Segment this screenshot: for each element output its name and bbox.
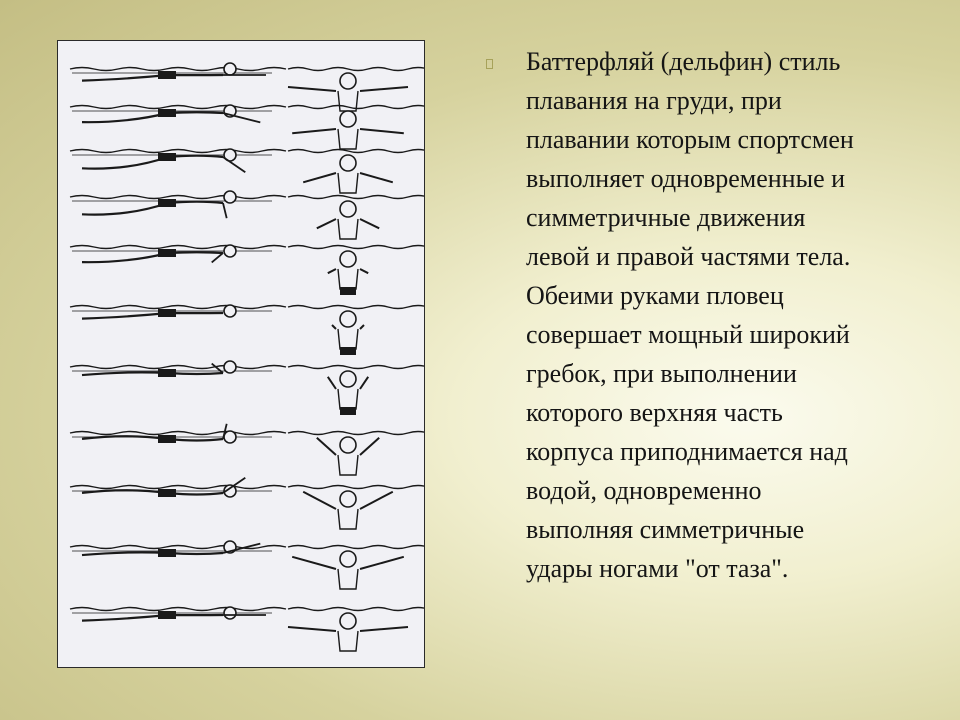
swimmer-front-arms xyxy=(328,269,368,273)
stroke-phase-row xyxy=(70,607,425,651)
stroke-phase-row xyxy=(70,424,425,475)
swimmer-side-arm xyxy=(223,113,260,122)
swimmer-front-trunks xyxy=(340,347,356,355)
swimmer-side-body xyxy=(82,552,223,555)
swimmer-side-head xyxy=(224,305,236,317)
swimmer-side-head xyxy=(224,191,236,203)
swimmer-front-torso xyxy=(338,173,358,193)
butterfly-description: Баттерфляй (дельфин) стиль плавания на груди, при плавании которым спортсмен выполняет одновременные и симметричные движения левой и правой частями тела. Обеими руками пловец совершает мощный широкий гребок, при выполнении которого верхняя часть корпуса приподнимается над водой, одновременно выполняя симметричные удары ногами "от таза". xyxy=(526,47,854,583)
swimmer-front-head xyxy=(340,613,356,629)
swimmer-front-head xyxy=(340,437,356,453)
swimmer-side-trunks xyxy=(158,71,176,79)
swimmer-front-torso xyxy=(338,269,358,289)
swimmer-side-trunks xyxy=(158,435,176,443)
water-line-side xyxy=(70,486,286,489)
swimmer-side-body xyxy=(82,372,223,375)
water-line-side xyxy=(70,150,286,153)
stroke-phase-row xyxy=(70,149,425,193)
water-line-front xyxy=(288,68,425,71)
swimmer-front-head xyxy=(340,251,356,267)
swimmer-front-torso xyxy=(338,329,358,349)
swimmer-front-head xyxy=(340,201,356,217)
stroke-phase-row xyxy=(70,105,425,149)
swimmer-front-head xyxy=(340,491,356,507)
water-line-side xyxy=(70,106,286,109)
swimmer-front-head xyxy=(340,155,356,171)
swimmer-side-trunks xyxy=(158,369,176,377)
stroke-phase-row xyxy=(70,478,425,529)
stroke-phase-row xyxy=(70,63,425,111)
butterfly-stroke-illustration xyxy=(57,40,425,668)
water-line-front xyxy=(288,306,425,309)
swimmer-front-torso xyxy=(338,389,358,409)
water-line-front xyxy=(288,432,425,435)
water-line-side xyxy=(70,432,286,435)
swimmer-side-arm xyxy=(223,203,227,218)
swimmer-front-head xyxy=(340,371,356,387)
swimmer-side-head xyxy=(224,607,236,619)
water-line-side xyxy=(70,306,286,309)
swimmer-front-head xyxy=(340,551,356,567)
water-line-front xyxy=(288,486,425,489)
swimmer-side-body xyxy=(82,313,223,319)
swimmer-side-head xyxy=(224,431,236,443)
swimmer-side-body xyxy=(82,156,223,169)
swimmer-side-trunks xyxy=(158,549,176,557)
swimmer-side-body xyxy=(82,202,223,215)
swimmer-front-arms xyxy=(303,173,393,182)
swimmer-front-trunks xyxy=(340,407,356,415)
swimmer-side-arm xyxy=(212,253,223,262)
swimmer-side-body xyxy=(82,112,223,122)
swimmer-side-trunks xyxy=(158,309,176,317)
swimmer-side-trunks xyxy=(158,199,176,207)
swimmer-side-trunks xyxy=(158,109,176,117)
stroke-phase-row xyxy=(70,191,425,239)
water-line-side xyxy=(70,246,286,249)
swimmer-side-trunks xyxy=(158,153,176,161)
water-line-front xyxy=(288,196,425,199)
swimmer-front-head xyxy=(340,73,356,89)
swimmer-front-trunks xyxy=(340,287,356,295)
swimmer-side-head xyxy=(224,361,236,373)
swimmer-front-arms xyxy=(292,129,404,133)
water-line-side xyxy=(70,366,286,369)
water-line-front xyxy=(288,366,425,369)
water-line-front xyxy=(288,150,425,153)
swimmer-side-body xyxy=(82,615,223,621)
swimmer-side-trunks xyxy=(158,611,176,619)
water-line-side xyxy=(70,68,286,71)
water-line-side xyxy=(70,196,286,199)
swimmer-side-body xyxy=(82,252,223,262)
stroke-phase-row xyxy=(70,361,425,415)
water-line-side xyxy=(70,608,286,611)
swimmer-front-head xyxy=(340,311,356,327)
stroke-phase-row xyxy=(70,245,425,295)
swimmer-side-trunks xyxy=(158,249,176,257)
swimmer-front-torso xyxy=(338,509,358,529)
swimmer-front-torso xyxy=(338,569,358,589)
swimmer-side-trunks xyxy=(158,489,176,497)
swimmer-front-torso xyxy=(338,455,358,475)
water-line-front xyxy=(288,546,425,549)
square-bullet-icon xyxy=(484,58,494,71)
swimmer-front-head xyxy=(340,111,356,127)
swimmer-front-arms xyxy=(317,219,379,228)
text-block xyxy=(484,42,944,588)
stroke-phase-row xyxy=(70,541,425,589)
stroke-phase-row xyxy=(70,305,425,355)
stroke-phases-drawing xyxy=(58,41,425,668)
water-line-front xyxy=(288,608,425,611)
swimmer-side-body xyxy=(82,75,223,81)
swimmer-front-torso xyxy=(338,631,358,651)
water-line-front xyxy=(288,246,425,249)
swimmer-side-arm xyxy=(212,364,223,373)
swimmer-side-head xyxy=(224,63,236,75)
swimmer-front-torso xyxy=(338,219,358,239)
swimmer-front-torso xyxy=(338,129,358,149)
swimmer-side-head xyxy=(224,245,236,257)
